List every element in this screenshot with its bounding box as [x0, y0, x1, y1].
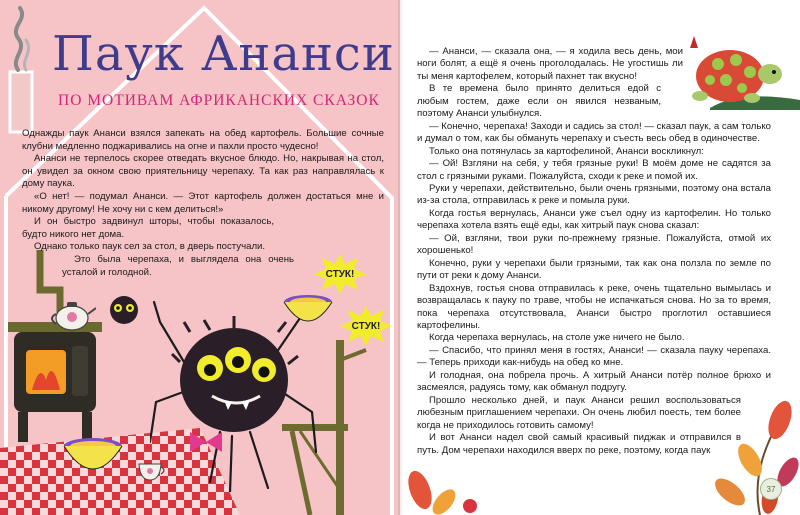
paragraph: Руки у черепахи, действительно, были очень грязными, поэтому она встала из-за стола, отправилась к реке и помыла руки. [417, 182, 771, 207]
book-spine [398, 0, 404, 515]
left-page-text [22, 128, 384, 279]
paragraph: Только она потянулась за картофелиной, Ананси воскликнул: [429, 145, 704, 157]
paragraph: «О нет! — подумал Ананси. — Этот картофель должен достаться мне и никому другому! Не хочу ни с кем делиться!» [22, 190, 384, 215]
paragraph: — Ананси, — сказала она, — я ходила весь день, мои ноги болят, а ещё я очень проголодалась. Не угостишь ли ты меня картофелем, который пахнет так вкусно! [417, 46, 683, 82]
paragraph: — Спасибо, что принял меня в гостях, Ананси! — сказала пауку черепаха. — Теперь приходи как-нибудь на обед ко мне. [417, 344, 771, 369]
story-title: Паук Ананси [52, 26, 395, 82]
window-spider-illustration [104, 290, 144, 330]
paragraph: — Ой, взгляни, твои руки по-прежнему грязные. Пожалуйста, отмой их хорошенько! [417, 232, 771, 257]
teapot-illustration [50, 296, 96, 332]
page-number: 37 [760, 478, 782, 500]
paragraph: В те времена было принято делиться едой с любым гостем, даже если он явился незваным, поэтому Ананси улыбнулся. [417, 83, 661, 120]
held-bowl-illustration [282, 292, 334, 326]
right-page-text [417, 46, 771, 457]
paragraph: Это была черепаха, и выглядела она очень усталой и голодной. [62, 253, 294, 278]
paragraph: Однако только паук сел за стол, в дверь постучали. [34, 241, 266, 253]
paragraph: — Ой! Взгляни на себя, у тебя грязные руки! В моём доме не садятся за стол с грязными руками. Пожалуйста, сходи к реке и помой их. [417, 158, 771, 182]
paragraph: — Конечно, черепаха! Заходи и садись за стол! — сказал паук, а сам только и думал о том, как бы обмануть черепаху и съесть весь обед в одиночестве. [417, 120, 771, 145]
story-subtitle: ПО МОТИВАМ АФРИКАНСКИХ СКАЗОК [58, 92, 380, 109]
paragraph: И голодная, она побрела прочь. А хитрый Ананси потёр полное брюхо и засмеялся, радуясь тому, как обманул подругу. [417, 369, 771, 394]
stove-illustration [0, 250, 110, 450]
knock-sound-badge [340, 306, 392, 346]
paragraph: Прошло несколько дней, и паук Ананси решил воспользоваться любезным приглашением черепахи. Он очень любил поесть, тем более когда не приходилось готовить самому! [417, 394, 741, 431]
paragraph: Когда гостья вернулась, Ананси уже съел одну из картофелин. Но только черепаха хотела взять ещё еды, как хитрый паук снова сказал: [417, 207, 771, 232]
paragraph: Однажды паук Ананси взялся запекать на обед картофель. Большие сочные клубни медленно поджаривались на огне и пахли просто чудесно! [22, 128, 384, 152]
knock-label: СТУК! [325, 268, 355, 280]
paragraph: Ананси не терпелось скорее отведать вкусное блюдо. Но, накрывая на стол, он увидел за окном свою приятельницу черепаху. Та как раз направлялась к дому паука. [22, 153, 384, 190]
paragraph: И он быстро задвинул шторы, чтобы показалось, будто никого нет дома. [22, 216, 274, 240]
paragraph: И вот Ананси надел свой самый красивый пиджак и отправился в путь. Дом черепахи находился вверх по реке, поэтому, когда паук [417, 432, 741, 456]
bowl-illustration [62, 436, 124, 476]
paragraph: Когда черепаха вернулась, на столе уже ничего не было. [429, 332, 685, 344]
knock-label: СТУК! [351, 320, 381, 332]
paragraph: Конечно, руки у черепахи были грязными, так как она ползла по земле по пути от реки к дому Ананси. [417, 257, 771, 282]
paragraph: Вздохнув, гостья снова отправилась к реке, очень тщательно вымылась и возвращалась к пауку по траве, чтобы не испачкаться снова. Но за то время, пока черепаха отсутствовала, Ананси быстро проглотил оставшиеся картофелины. [417, 282, 771, 331]
